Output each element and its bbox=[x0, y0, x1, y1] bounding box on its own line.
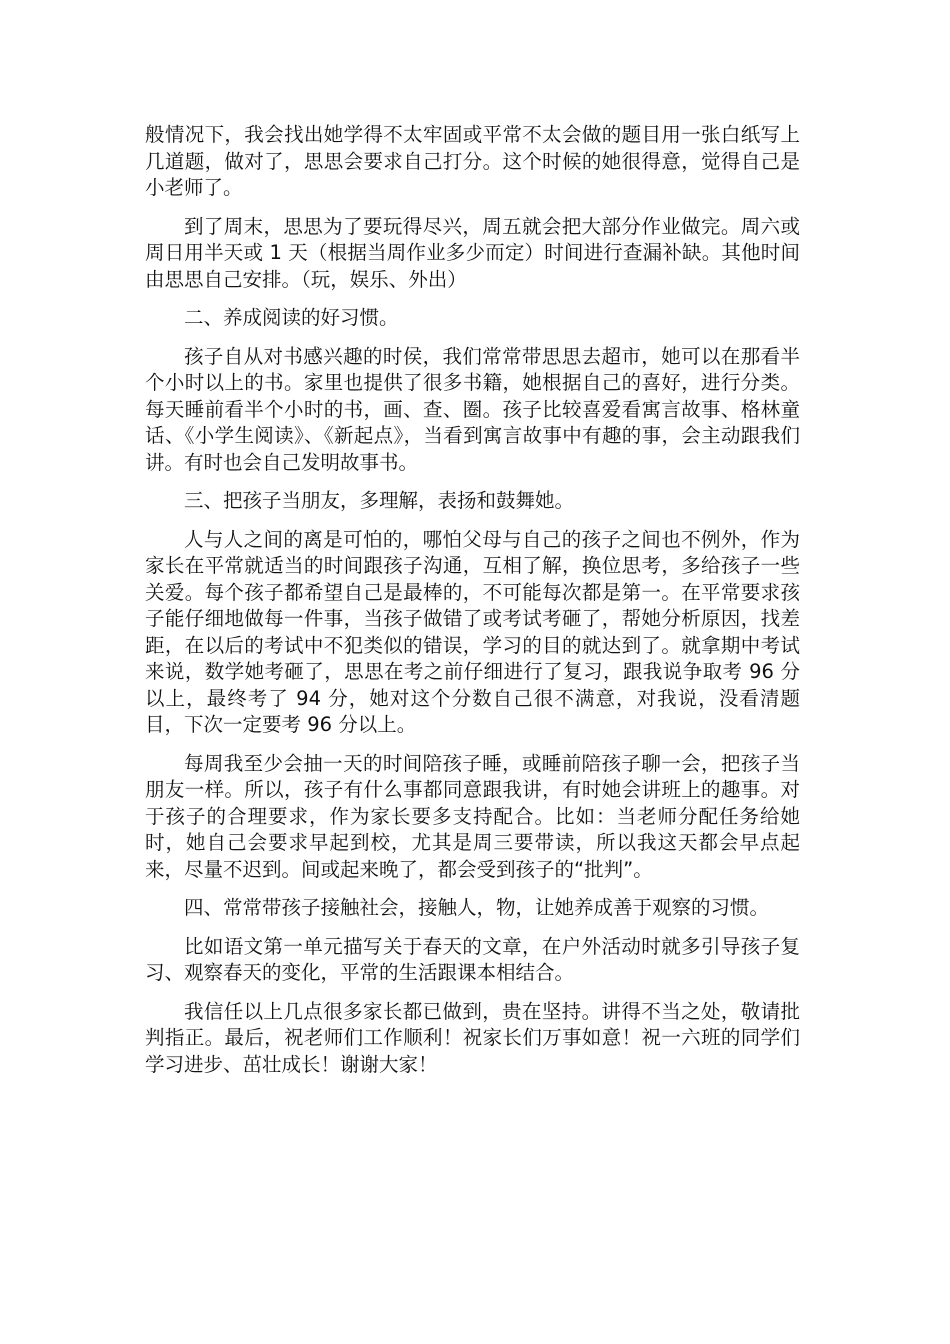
section-heading-reading: 二、养成阅读的好习惯。 bbox=[184, 306, 399, 329]
paragraph-communication: 人与人之间的离是可怕的，哪怕父母与自己的孩子之间也不例外，作为家长在平常就适当的时间跟孩子沟通，互相了解，换位思考，多给孩子一些关爱。每个孩子都希望自己是最棒的，不可能每次都是第一。在平常要求孩子能仔细地做每一件事，当孩子做错了或考试考砸了，帮她分析原因，找差距，在以后的考试中不犯类似的错误，学习的目的就达到了。就拿期中考试来说，数学她考砸了，思思在考之前仔细进行了复习，跟我说争取考 96 分以上，最终考了 94 分，她对这个分数自己很不满意，对我说，没看清题目，下次一定要考 96 分以上。 bbox=[145, 527, 800, 736]
section-heading-society: 四、常常带孩子接触社会，接触人，物，让她养成善于观察的习惯。 bbox=[184, 896, 770, 919]
paragraph-continued: 般情况下，我会找出她学得不太牢固或平常不太会做的题目用一张白纸写上几道题，做对了，思思会要求自己打分。这个时候的她很得意，觉得自己是小老师了。 bbox=[145, 123, 800, 199]
paragraph-reading: 孩子自从对书感兴趣的时侯，我们常常带思思去超市，她可以在那看半个小时以上的书。家里也提供了很多书籍，她根据自己的喜好，进行分类。每天睡前看半个小时的书，画、查、圈。孩子比较喜爱看寓言故事、格林童话、《小学生阅读》、《新起点》，当看到寓言故事中有趣的事，会主动跟我们讲。有时也会自己发明故事书。 bbox=[145, 344, 800, 474]
section-heading-friend: 三、把孩子当朋友，多理解，表扬和鼓舞她。 bbox=[184, 489, 575, 512]
paragraph-weekly: 每周我至少会抽一天的时间陪孩子睡，或睡前陪孩子聊一会，把孩子当朋友一样。所以，孩子有什么事都同意跟我讲，有时她会讲班上的趣事。对于孩子的合理要求，作为家长要多支持配合。比如：当老师分配任务给她时，她自己会要求早起到校，尤其是周三要带读，所以我这天都会早点起来，尽量不迟到。间或起来晚了，都会受到孩子的“批判”。 bbox=[145, 751, 800, 881]
paragraph-closing: 我信任以上几点很多家长都已做到，贵在坚持。讲得不当之处，敬请批判指正。最后，祝老师们工作顺利！祝家长们万事如意！祝一六班的同学们学习进步、茁壮成长！谢谢大家！ bbox=[145, 999, 800, 1076]
document-body bbox=[145, 122, 800, 1090]
paragraph-weekend: 到了周末，思思为了要玩得尽兴，周五就会把大部分作业做完。周六或周日用半天或 1 天（根据当周作业多少而定）时间进行查漏补缺。其他时间由思思自己安排。（玩，娱乐、外出） bbox=[145, 214, 800, 291]
paragraph-spring: 比如语文第一单元描写关于春天的文章，在户外活动时就多引导孩子复习、观察春天的变化，平常的生活跟课本相结合。 bbox=[145, 934, 800, 984]
